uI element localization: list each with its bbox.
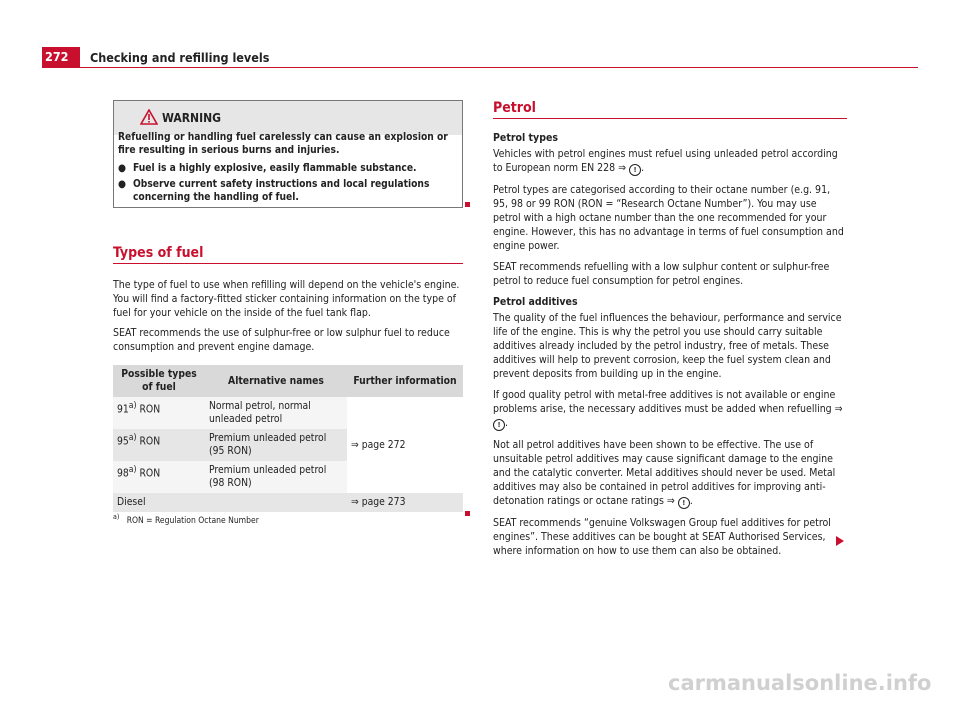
petrol-types-heading: Petrol types bbox=[493, 132, 558, 144]
types-of-fuel-para-1: The type of fuel to use when refilling will depend on the vehicle's engine. You will find a factory-fitted sticker containing information on the type of fuel for your vehicle on the inside of the fuel tank flap. bbox=[113, 279, 460, 319]
note-icon[interactable]: ! bbox=[678, 497, 690, 509]
warning-title: WARNING bbox=[162, 111, 221, 125]
petrol-title: Petrol bbox=[493, 100, 536, 116]
watermark: carmanualsonline.info bbox=[668, 671, 932, 695]
page-header-title: Checking and refilling levels bbox=[90, 50, 270, 65]
warning-triangle-icon bbox=[140, 109, 158, 125]
warning-end-mark bbox=[465, 202, 470, 207]
warning-intro: Refuelling or handling fuel carelessly can cause an explosion or fire resulting in serious burns and injuries. bbox=[118, 132, 448, 156]
petrol-additives-para-2: If good quality petrol with metal-free additives is not available or engine problems arise, the necessary additives must be added when refuelling ⇒ ! . bbox=[493, 389, 843, 429]
petrol-types-para-3: SEAT recommends refuelling with a low sulphur content or sulphur-free petrol to reduce fuel consumption for petrol engines. bbox=[493, 261, 830, 287]
petrol-types-para-1: Vehicles with petrol engines must refuel using unleaded petrol according to European norm EN 228 ⇒ ! . bbox=[493, 148, 838, 174]
section-end-mark bbox=[465, 511, 470, 516]
fuel-type-cell: 91$^{a)}$ RON bbox=[113, 397, 205, 429]
warning-bullet: ● Observe current safety instructions and local regulations concerning the handling of fuel. bbox=[118, 179, 430, 203]
note-icon[interactable]: ! bbox=[629, 164, 641, 176]
petrol-types-para-2: Petrol types are categorised according to their octane number (e.g. 91, 95, 98 or 99 RON (RON = “Research Octane Number”). You may use petrol with a high octane number than the one recommended for your engine. However, this has no advantage in terms of fuel consumption and engine power. bbox=[493, 184, 844, 252]
alt-name-cell: Premium unleaded petrol (98 RON) bbox=[205, 461, 347, 493]
page-number: 272 bbox=[42, 47, 80, 67]
note-icon[interactable]: ! bbox=[493, 419, 505, 431]
petrol-additives-heading: Petrol additives bbox=[493, 296, 578, 308]
types-of-fuel-para-2: SEAT recommends the use of sulphur-free or low sulphur fuel to reduce consumption and prevent engine damage. bbox=[113, 327, 450, 353]
table-header: Alternative names bbox=[205, 365, 347, 397]
fuel-type-cell: 98$^{a)}$ RON bbox=[113, 461, 205, 493]
further-info-cell: ⇒ page 272 bbox=[347, 397, 463, 493]
table-footnote: $^{a)}$ RON = Regulation Octane Number bbox=[113, 512, 259, 526]
warning-header bbox=[114, 101, 462, 135]
header-divider bbox=[42, 67, 918, 68]
types-of-fuel-title: Types of fuel bbox=[113, 245, 204, 261]
alt-name-cell: Premium unleaded petrol (95 RON) bbox=[205, 429, 347, 461]
table-header-row bbox=[113, 365, 463, 397]
petrol-rule bbox=[493, 118, 847, 119]
types-of-fuel-rule bbox=[113, 263, 463, 264]
fuel-type-cell: 95$^{a)}$ RON bbox=[113, 429, 205, 461]
warning-bullet: ● Fuel is a highly explosive, easily flammable substance. bbox=[118, 163, 417, 174]
table-header: Further information bbox=[347, 365, 463, 397]
alt-name-cell: Normal petrol, normal unleaded petrol bbox=[205, 397, 347, 429]
petrol-content bbox=[493, 131, 845, 565]
table-row bbox=[113, 397, 463, 429]
warning-box bbox=[113, 100, 463, 208]
fuel-type-cell: Diesel bbox=[113, 493, 205, 512]
petrol-additives-para-1: The quality of the fuel influences the behaviour, performance and service life of the engine. This is why the petrol you use should carry suitable additives already included by the petrol industry, free of metals. These additives will help to prevent corrosion, keep the fuel system clean and prevent deposits from building up in the engine. bbox=[493, 312, 842, 380]
table-header: Possible types of fuel bbox=[113, 365, 205, 397]
petrol-additives-para-3: Not all petrol additives have been shown to be effective. The use of unsuitable petrol additives may cause significant damage to the engine and the catalytic converter. Metal additives should never be used. Metal additives may also be contained in petrol additives for improving anti-detonation ratings or octane ratings ⇒ ! . bbox=[493, 439, 836, 507]
petrol-additives-para-4: SEAT recommends “genuine Volkswagen Group fuel additives for petrol engines”. These additives can be bought at SEAT Authorised Services, where information on how to use them can also be obtained. bbox=[493, 517, 831, 557]
further-info-cell: ⇒ page 273 bbox=[347, 493, 463, 512]
continue-arrow-icon bbox=[836, 536, 844, 546]
warning-body bbox=[118, 131, 458, 207]
fuel-types-table bbox=[113, 365, 463, 512]
